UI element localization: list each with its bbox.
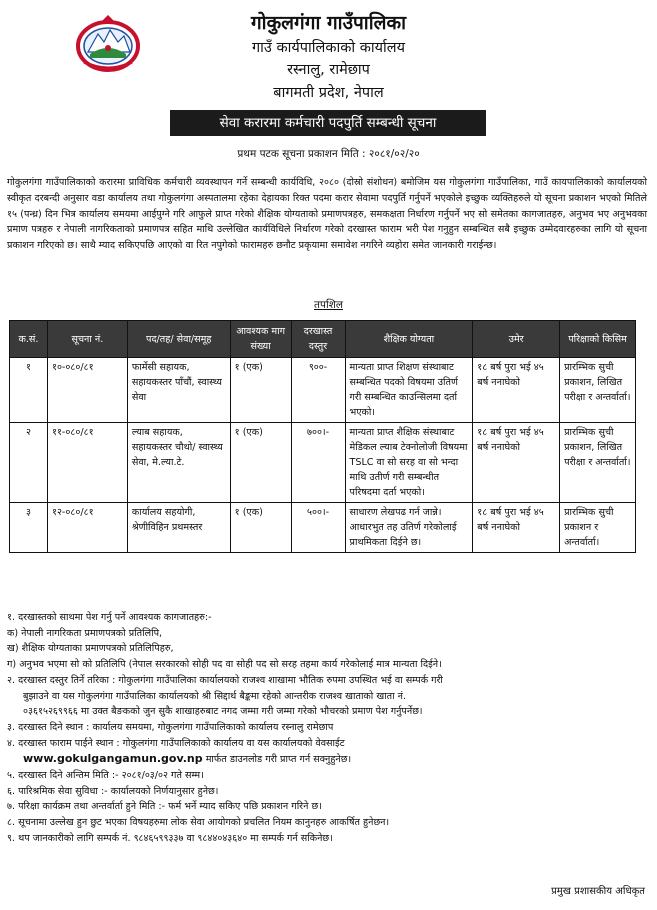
- note-line: ६. पारिश्रमिक सेवा सुविधा :- कार्यालयको निर्णयानुसार हुनेछ।: [7, 785, 219, 797]
- website-link-rest: मार्फत डाउनलोड गरी प्राप्त गर्न सक्नुहुनेछ।: [202, 754, 352, 766]
- col-header-count: आवश्यक माग संख्या: [230, 321, 291, 358]
- cell-sn: ३: [10, 503, 48, 553]
- col-header-post: पद/तह/ सेवा/समूह: [127, 321, 230, 358]
- col-header-qualification: शैक्षिक योग्यता: [345, 321, 473, 358]
- cell-count: १ (एक): [230, 423, 291, 503]
- cell-exam: प्रारम्भिक सुची प्रकाशन र अन्तर्वार्ता।: [560, 503, 636, 553]
- note-line: क) नेपाली नागरिकता प्रमाणपत्रको प्रतिलिपि,: [7, 627, 163, 639]
- note-line: ग) अनुभव भएमा सो को प्रतिलिपि (नेपाल सरकारको सोही पद वा सोही पद सो सरह तहमा कार्य गरेकोलाई मात्र मान्यता दिईने।: [7, 659, 442, 671]
- table-row: [10, 358, 636, 423]
- table-row: [10, 503, 636, 553]
- col-header-age: उमेर: [473, 321, 560, 358]
- cell-age: १८ बर्ष पुरा भई ४५ बर्ष ननाघेको: [473, 503, 560, 553]
- cell-fee: ७००।-: [291, 423, 345, 503]
- table-caption: तपशिल: [314, 299, 343, 311]
- cell-post: ल्याब सहायक, सहायकस्तर चौथो/ स्वास्थ्य सेवा, मे.ल्या.टे.: [127, 423, 230, 503]
- cell-qualification: मान्यता प्राप्त शिक्षण संस्थाबाट सम्बन्धित पदको विषयमा उतिर्ण गरी सम्बन्धित काउन्सिलमा दर्ता भएको।: [345, 358, 473, 423]
- note-line: ४. दरखास्त फाराम पाईने स्थान : गोकुलगंगा गाउँपालिकाको कार्यालय वा यस कार्यालयको वेवसाईट: [7, 737, 345, 749]
- note-line: ५. दरखास्त दिने अन्तिम मिति :- २०८१/०३/०२ गते सम्म।: [7, 770, 204, 782]
- cell-notice-no: ११-०८०/८१: [47, 423, 127, 503]
- cell-qualification: मान्यता प्राप्त शैक्षिक संस्थाबाट मेडिकल ल्याब टेक्नोलोजी विषयमा TSLC वा सो सरह वा सो भन्दा माथि उतीर्ण गरी सम्बन्धीत परिषदमा दर्ता भएको।: [345, 423, 473, 503]
- cell-notice-no: १२-०८०/८१: [47, 503, 127, 553]
- cell-notice-no: १०-०८०/८१: [47, 358, 127, 423]
- note-line: ८. सूचनामा उल्लेख हुन छुट भएका विषयहरुमा लोक सेवा आयोगको प्रचलित नियम कानुनहरु आकर्षित हुनेछन।: [7, 817, 390, 829]
- office-place: रस्नालु, रामेछाप: [287, 62, 370, 78]
- cell-fee: ५००।-: [291, 503, 345, 553]
- intro-paragraph: गोकुलगंगा गाउँपालिकाको करारमा प्राविधिक कर्मचारी व्यवस्थापन गर्ने सम्बन्धी कार्यविधि, २०८० (दोस्रो संशोधन) बमोजिम यस गोकुलगंगा गाउँपालिका, गाउँ कायपालिकाको कार्यालयको स्वीकृत दरबन्दी अनुसार वडा कार्यालय तथा गोकुलगंगा अस्पतालमा रहेका देहायका रिक्त पदमा करार सेवामा पदपुर्ति गर्नुपर्ने भएकोले इच्छुक व्यक्तिहरुले यो सूचना प्रकाशन भएको मितिले १५ (पन्ध्र) दिन भित्र कार्यालय समयमा आईपुग्ने गरि आफुले प्राप्त गरेको शैक्षिक योग्यताको प्रमाणपत्रहरु, समकक्षता निर्धारण गर्नुपर्ने भए सो समेतका कागजातहरु, अनुभव भए अनुभवका प्रमाण पत्रहरु र नेपाली नागरिकताको प्रमाणपत्र सहित माथि उल्लेखित कार्यविधिले निर्धारण गरेको दरखास्त फाराम भरी पेश गनुहुन सम्बन्धित सबै इच्छुक उम्मेदवारहरुका लागि यो सूचना प्रकाशन गरिएको छ। साथै म्याद सकिएपछि आएको वा रित नपुगेको फारामहरु छनौट प्रकृयामा समावेश नगरिने व्यहोरा समेत जानकारी गराईन्छ।: [7, 177, 647, 252]
- cell-age: १८ बर्ष पुरा भई ४५ बर्ष ननाघेको: [473, 423, 560, 503]
- website-link[interactable]: www.gokulgangamun.gov.np: [23, 752, 203, 766]
- signature-title: प्रमुख प्रशासकीय अधिकृत: [551, 886, 645, 897]
- note-line: ७. परिक्षा कार्यक्रम तथा अन्तर्वार्ता हुने मिति :- फर्म भर्ने म्याद सकिए पछि प्रकाशन गरिने छ।: [7, 801, 322, 813]
- vacancy-table: [9, 320, 636, 553]
- cell-sn: १: [10, 358, 48, 423]
- notice-title-banner: सेवा करारमा कर्मचारी पदपुर्ति सम्बन्धी सूचना: [170, 110, 486, 136]
- table-row: [10, 423, 636, 503]
- org-name: गोकुलगंगा गाउँपालिका: [250, 12, 407, 34]
- cell-post: फार्मेसी सहायक, सहायकस्तर पाँचौं, स्वास्थ्य सेवा: [127, 358, 230, 423]
- cell-fee: ९००-: [291, 358, 345, 423]
- table-header-row: [10, 321, 636, 358]
- col-header-notice-no: सूचना नं.: [47, 321, 127, 358]
- cell-qualification: साधारण लेखपढ गर्न जान्ने। आधारभुत तह उतिर्ण गरेकोलाई प्राथमिकता दिईने छ।: [345, 503, 473, 553]
- note-line: १. दरखास्तको साथमा पेश गर्नु पर्ने आवश्यक कागजातहरु:-: [7, 612, 212, 623]
- note-line: बुझाउने वा यस गोकुलगंगा गाउँपालिका कार्यालयको श्री सिद्दार्थ बैङ्कमा रहेको आन्तरीक राजश्व खाताको खाता नं.: [23, 690, 407, 702]
- cell-sn: २: [10, 423, 48, 503]
- cell-count: १ (एक): [230, 503, 291, 553]
- province-name: बागमती प्रदेश, नेपाल: [273, 85, 384, 101]
- notes-section: [7, 610, 647, 847]
- note-line: २. दरखास्त दस्तुर तिर्ने तरिका : गोकुलगंगा गाउँपालिका कार्यालयको राजश्व शाखामा भौतिक रुपमा उपस्थित भई वा सम्पर्क गरी: [7, 674, 443, 686]
- note-web-line: [7, 751, 647, 768]
- cell-count: १ (एक): [230, 358, 291, 423]
- note-line: ख) शैक्षिक योग्यताका प्रमाणपत्रको प्रतिलिपिहरु,: [7, 643, 174, 655]
- col-header-exam: परिक्षाको किसिम: [560, 321, 636, 358]
- note-line: ९. थप जानकारीको लागि सम्पर्क नं. ९८४६५९९३३७ वा ९८४४०४३६४० मा सम्पर्क गर्न सकिनेछ।: [7, 832, 333, 844]
- cell-age: १८ बर्ष पुरा भई ४५ बर्ष ननाघेको: [473, 358, 560, 423]
- cell-post: कार्यालय सहयोगी, श्रेणीविहिन प्रथमस्तर: [127, 503, 230, 553]
- col-header-sn: क.सं.: [10, 321, 48, 358]
- col-header-fee: दरखास्त दस्तुर: [291, 321, 345, 358]
- office-name: गाउँ कार्यपालिकाको कार्यालय: [251, 40, 406, 56]
- cell-exam: प्रारम्भिक सुची प्रकाशन, लिखित परीक्षा र अन्तर्वार्ता।: [560, 423, 636, 503]
- cell-exam: प्रारम्भिक सुची प्रकाशन, लिखित परीक्षा र अन्तर्वार्ता।: [560, 358, 636, 423]
- publish-date: प्रथम पटक सूचना प्रकाशन मिति : २०८१/०२/२०: [237, 148, 420, 160]
- note-line: ३. दरखास्त दिने स्थान : कार्यालय समयमा, गोकुलगंगा गाउँपालिकाको कार्यालय रस्नालु रामेछाप: [7, 721, 334, 733]
- note-line: ०३६१५२६९९६६ मा उक्त बैङकको जुन सुकै शाखाहरुबाट नगद जम्मा गरी जम्मा गरेको भौचरको प्रमाण पेश गर्नुपर्नेछ।: [23, 706, 423, 718]
